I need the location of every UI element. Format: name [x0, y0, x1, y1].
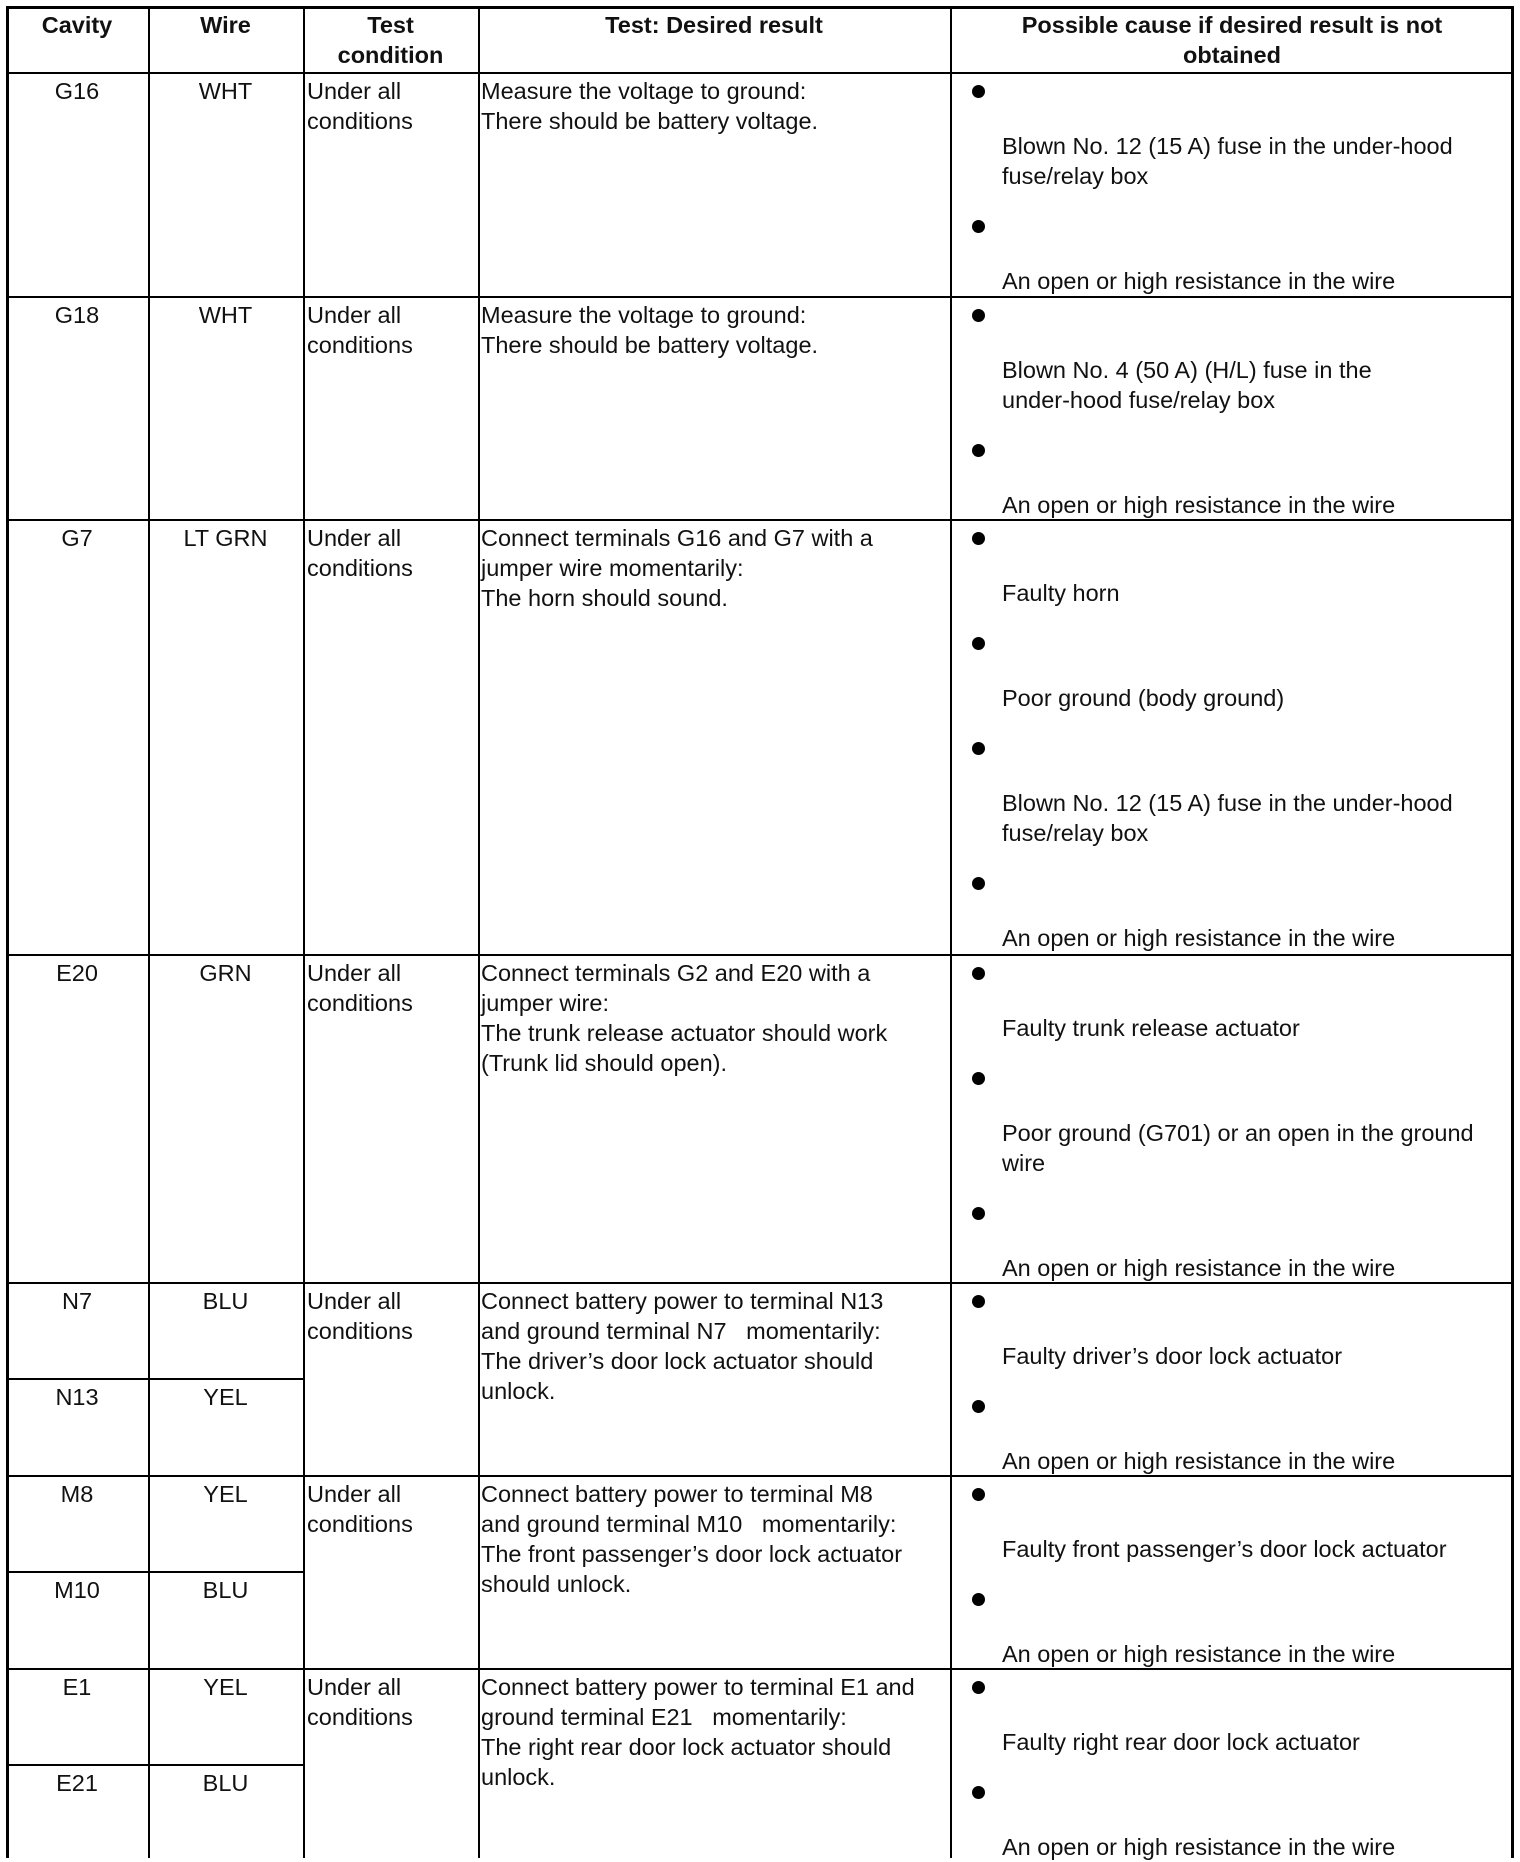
- result-cell: and ground terminal M10 momentarily:: [481, 1511, 897, 1537]
- cavity-cell: G16: [54, 78, 100, 104]
- cause-item: An open or high resistance in the wire: [1002, 492, 1396, 518]
- result-cell: (Trunk lid should open).: [481, 1050, 728, 1076]
- result-cell: There should be battery voltage.: [481, 332, 819, 358]
- condition-cell: conditions: [307, 1511, 413, 1537]
- bullet-icon: [972, 1295, 985, 1308]
- cause-item: Faulty front passenger’s door lock actuator: [1002, 1536, 1447, 1562]
- cause-item: Blown No. 12 (15 A) fuse in the under-hood: [1002, 133, 1453, 159]
- result-cell: and ground terminal N7 momentarily:: [481, 1318, 881, 1344]
- result-cell: Connect battery power to terminal E1 and: [481, 1674, 915, 1700]
- bullet-icon: [972, 220, 985, 233]
- wire-cell: WHT: [198, 78, 253, 104]
- wire-cell: YEL: [203, 1384, 248, 1410]
- bullet-icon: [972, 1488, 985, 1501]
- cause-item: under-hood fuse/relay box: [1002, 387, 1276, 413]
- result-cell: Connect terminals G2 and E20 with a: [481, 960, 871, 986]
- result-cell: Connect battery power to terminal M8: [481, 1481, 873, 1507]
- cavity-cell: G18: [54, 302, 100, 328]
- table-border-right: [1511, 6, 1514, 1858]
- pin-sub-rule: [6, 1571, 303, 1573]
- column-rule: [303, 6, 305, 1858]
- bullet-icon: [972, 1072, 985, 1085]
- bullet-icon: [972, 742, 985, 755]
- header-cavity: Cavity: [41, 12, 113, 38]
- pin-sub-rule: [6, 1378, 303, 1380]
- bullet-icon: [972, 1593, 985, 1606]
- result-cell: unlock.: [481, 1764, 556, 1790]
- result-cell: Measure the voltage to ground:: [481, 302, 807, 328]
- condition-cell: conditions: [307, 1318, 413, 1344]
- cavity-cell: E20: [56, 960, 98, 986]
- result-cell: jumper wire momentarily:: [481, 555, 744, 581]
- header-cause: obtained: [1183, 42, 1281, 68]
- column-rule: [478, 6, 480, 1858]
- result-cell: jumper wire:: [481, 990, 609, 1016]
- row-rule: [6, 296, 1514, 298]
- cause-item: Faulty horn: [1002, 580, 1120, 606]
- result-cell: The horn should sound.: [481, 585, 728, 611]
- bullet-icon: [972, 1681, 985, 1694]
- cause-item: fuse/relay box: [1002, 820, 1149, 846]
- cavity-cell: E1: [62, 1674, 92, 1700]
- result-cell: Connect battery power to terminal N13: [481, 1288, 884, 1314]
- condition-cell: Under all: [307, 960, 402, 986]
- result-cell: unlock.: [481, 1378, 556, 1404]
- bullet-icon: [972, 877, 985, 890]
- cause-item: Blown No. 4 (50 A) (H/L) fuse in the: [1002, 357, 1372, 383]
- condition-cell: Under all: [307, 78, 402, 104]
- cause-item: An open or high resistance in the wire: [1002, 1255, 1396, 1281]
- bullet-icon: [972, 967, 985, 980]
- condition-cell: Under all: [307, 1288, 402, 1314]
- bullet-icon: [972, 309, 985, 322]
- cause-item: An open or high resistance in the wire: [1002, 1834, 1396, 1860]
- bullet-icon: [972, 637, 985, 650]
- bullet-icon: [972, 1400, 985, 1413]
- cause-item: Faulty right rear door lock actuator: [1002, 1729, 1360, 1755]
- row-rule: [6, 519, 1514, 521]
- cause-item: An open or high resistance in the wire: [1002, 268, 1396, 294]
- bullet-icon: [972, 85, 985, 98]
- wire-cell: LT GRN: [183, 525, 268, 551]
- cause-item: An open or high resistance in the wire: [1002, 1641, 1396, 1667]
- wire-cell: GRN: [199, 960, 252, 986]
- cause-item: Faulty trunk release actuator: [1002, 1015, 1300, 1041]
- result-cell: Measure the voltage to ground:: [481, 78, 807, 104]
- condition-cell: conditions: [307, 1704, 413, 1730]
- wire-cell: BLU: [202, 1288, 249, 1314]
- wire-cell: BLU: [202, 1770, 249, 1796]
- result-cell: The front passenger’s door lock actuator: [481, 1541, 903, 1567]
- row-rule: [6, 954, 1514, 956]
- cause-item: wire: [1002, 1150, 1046, 1176]
- cavity-cell: N7: [61, 1288, 93, 1314]
- cavity-cell: N13: [55, 1384, 99, 1410]
- row-rule: [6, 1475, 1514, 1477]
- condition-cell: conditions: [307, 332, 413, 358]
- cause-item: Faulty driver’s door lock actuator: [1002, 1343, 1343, 1369]
- condition-cell: Under all: [307, 1674, 402, 1700]
- result-cell: Connect terminals G16 and G7 with a: [481, 525, 873, 551]
- condition-cell: Under all: [307, 302, 402, 328]
- result-cell: ground terminal E21 momentarily:: [481, 1704, 847, 1730]
- row-rule: [6, 1668, 1514, 1670]
- column-rule: [950, 6, 952, 1858]
- cause-item: Poor ground (body ground): [1002, 685, 1285, 711]
- condition-cell: Under all: [307, 525, 402, 551]
- header-result: Test: Desired result: [605, 12, 823, 38]
- bullet-icon: [972, 532, 985, 545]
- pin-sub-rule: [6, 1764, 303, 1766]
- cavity-cell: M8: [60, 1481, 94, 1507]
- table-border-top: [6, 6, 1514, 9]
- bullet-icon: [972, 1786, 985, 1799]
- condition-cell: Under all: [307, 1481, 402, 1507]
- result-cell: The driver’s door lock actuator should: [481, 1348, 874, 1374]
- condition-cell: conditions: [307, 108, 413, 134]
- header-wire: Wire: [200, 12, 251, 38]
- cause-item: fuse/relay box: [1002, 163, 1149, 189]
- result-cell: The trunk release actuator should work: [481, 1020, 888, 1046]
- row-rule: [6, 1282, 1514, 1284]
- result-cell: should unlock.: [481, 1571, 632, 1597]
- wire-cell: YEL: [203, 1674, 248, 1700]
- bullet-icon: [972, 444, 985, 457]
- bullet-icon: [972, 1207, 985, 1220]
- result-cell: There should be battery voltage.: [481, 108, 819, 134]
- wire-cell: YEL: [203, 1481, 248, 1507]
- header-condition: condition: [337, 42, 444, 68]
- result-cell: The right rear door lock actuator should: [481, 1734, 892, 1760]
- wire-cell: WHT: [198, 302, 253, 328]
- cavity-cell: E21: [56, 1770, 98, 1796]
- cavity-cell: M10: [54, 1577, 100, 1603]
- cause-item: An open or high resistance in the wire: [1002, 925, 1396, 951]
- header-rule: [6, 72, 1514, 74]
- condition-cell: conditions: [307, 990, 413, 1016]
- cavity-cell: G7: [61, 525, 93, 551]
- cause-item: Blown No. 12 (15 A) fuse in the under-hood: [1002, 790, 1453, 816]
- header-cause: Possible cause if desired result is not: [1021, 12, 1443, 38]
- wire-cell: BLU: [202, 1577, 249, 1603]
- header-condition: Test: [367, 12, 414, 38]
- condition-cell: conditions: [307, 555, 413, 581]
- cause-item: An open or high resistance in the wire: [1002, 1448, 1396, 1474]
- cause-item: Poor ground (G701) or an open in the ground: [1002, 1120, 1474, 1146]
